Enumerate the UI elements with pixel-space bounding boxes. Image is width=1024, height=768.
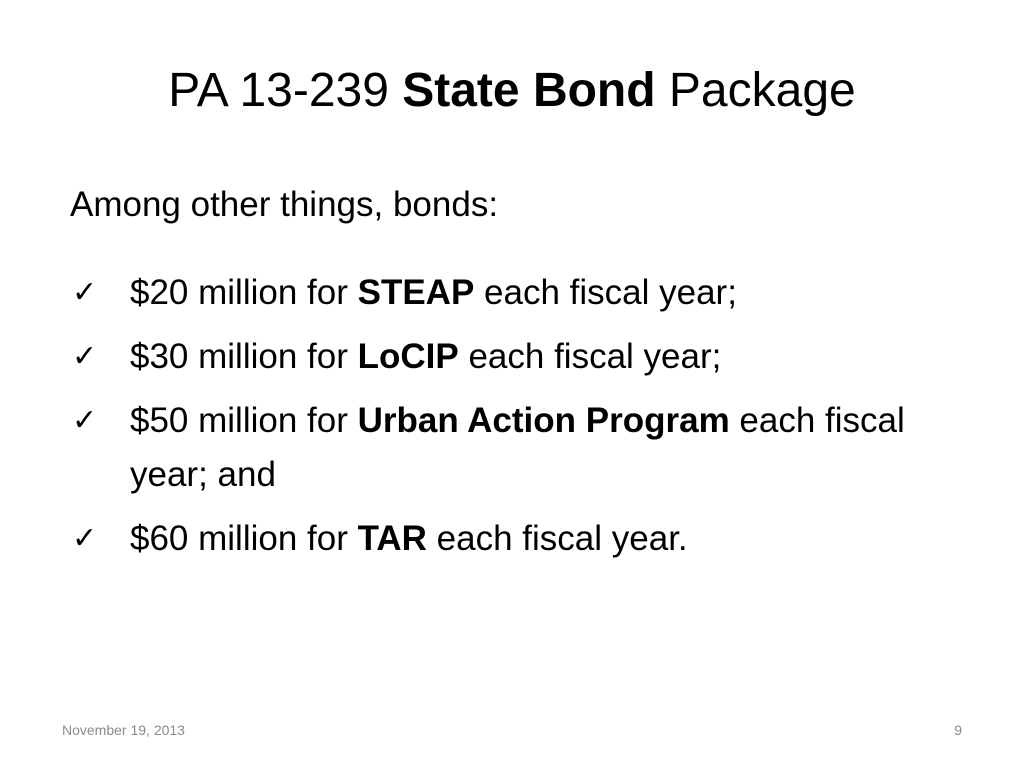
bullet-text: [110, 330, 952, 384]
bullet-post: each fiscal year;: [458, 337, 722, 376]
bullet-item-locip: [72, 330, 952, 384]
title-suffix: Package: [655, 64, 856, 117]
bullet-text: [110, 266, 952, 320]
bullet-pre: $60 million for: [130, 519, 358, 558]
checkmark-icon: ✓: [72, 275, 98, 310]
title-prefix: PA 13-239: [168, 64, 403, 117]
bullet-post: each fiscal year; and: [130, 401, 905, 494]
bullet-pre: $30 million for: [130, 337, 358, 376]
bullet-pre: $50 million for: [130, 401, 358, 440]
bullet-pre: $20 million for: [130, 273, 358, 312]
checkmark-icon: ✓: [72, 521, 98, 556]
slide-title: [0, 62, 1024, 120]
title-bold: State Bond: [402, 64, 656, 117]
bullet-bold: STEAP: [357, 273, 475, 312]
bullet-text: [110, 394, 952, 502]
intro-text: Among other things, bonds:: [70, 185, 499, 224]
bullet-item-tar: [72, 512, 952, 566]
bullet-item-steap: [72, 266, 952, 320]
bullet-text: [110, 512, 952, 566]
bullet-list: [72, 266, 952, 576]
page-number: 9: [954, 722, 962, 738]
checkmark-icon: ✓: [72, 403, 98, 438]
bullet-item-urban-action: [72, 394, 952, 502]
bullet-bold: TAR: [357, 519, 427, 558]
footer-date: November 19, 2013: [62, 722, 185, 738]
bullet-bold: LoCIP: [357, 337, 459, 376]
bullet-bold: Urban Action Program: [357, 401, 730, 440]
bullet-post: each fiscal year.: [426, 519, 688, 558]
checkmark-icon: ✓: [72, 339, 98, 374]
bullet-post: each fiscal year;: [474, 273, 737, 312]
